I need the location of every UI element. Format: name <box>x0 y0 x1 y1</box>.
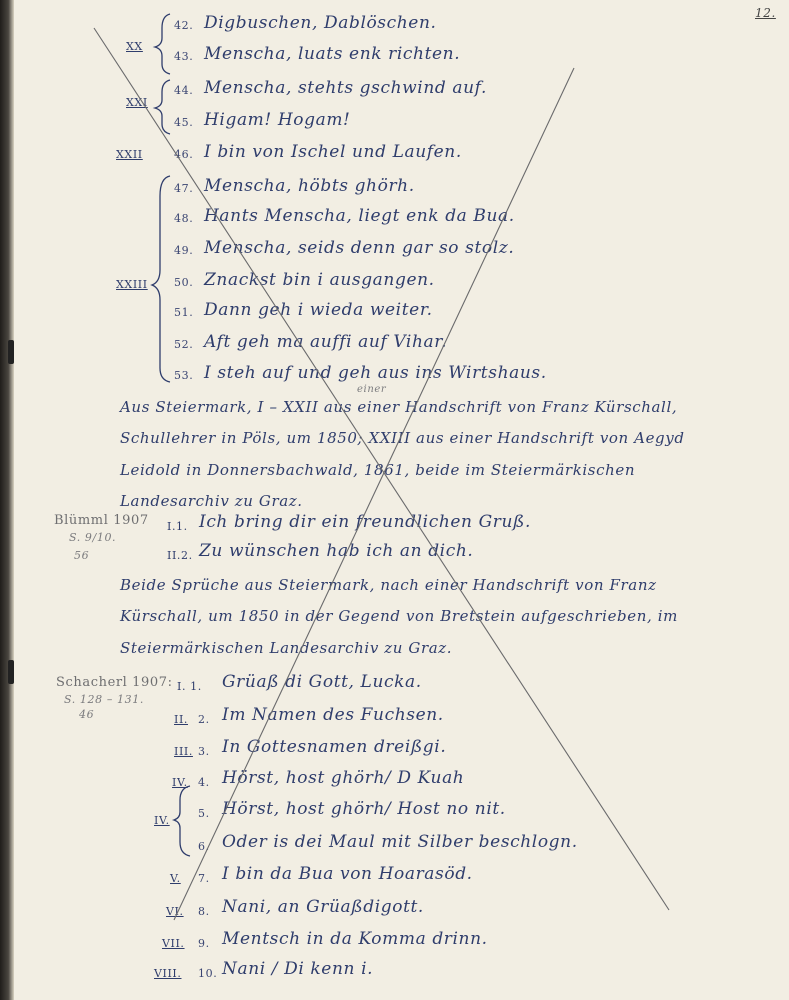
line-number: 51. <box>174 306 194 319</box>
item-marker: I.1. <box>167 520 188 533</box>
note-line: Beide Sprüche aus Steiermark, nach einer Handschrift von Franz <box>120 576 657 594</box>
item-marker: IV. <box>172 776 188 789</box>
verse-line: Hants Menscha, liegt enk da Bua. <box>204 206 515 226</box>
inserted-word: einer <box>357 384 387 395</box>
roman-marker: XX <box>126 40 143 53</box>
line-number: 10. <box>198 967 218 980</box>
verse-line: Hörst, host ghörh/ Host no nit. <box>222 799 506 819</box>
line-number: 6. <box>198 840 210 853</box>
item-marker: III. <box>174 745 193 758</box>
item-marker: I. 1. <box>177 680 202 693</box>
notebook-spine <box>0 0 14 1000</box>
roman-marker: XXI <box>126 96 148 109</box>
verse-line: Nani / Di kenn i. <box>222 959 374 979</box>
verse-line: Menscha, luats enk richten. <box>204 44 461 64</box>
source-pages: S. 128 – 131. <box>64 693 144 706</box>
line-number: 44. <box>174 84 194 97</box>
verse-line: Nani, an Grüaßdigott. <box>222 897 424 917</box>
brace-mark <box>152 176 170 382</box>
brace-mark <box>174 786 190 856</box>
note-line: Kürschall, um 1850 in der Gegend von Bretstein aufgeschrieben, im <box>120 607 678 625</box>
verse-line: Dann geh i wieda weiter. <box>204 300 433 320</box>
line-number: 2. <box>198 713 210 726</box>
verse-line: Znackst bin i ausgangen. <box>204 270 435 290</box>
line-number: 5. <box>198 807 210 820</box>
line-number: 52. <box>174 338 194 351</box>
item-marker: II. <box>174 713 188 726</box>
cross-out-stroke <box>174 68 574 920</box>
line-number: 8. <box>198 905 210 918</box>
line-number: 49. <box>174 244 194 257</box>
line-number: 48. <box>174 212 194 225</box>
line-number: 50. <box>174 276 194 289</box>
pen-strokes <box>14 0 789 1000</box>
note-line: Leidold in Donnersbachwald, 1861, beide im Steiermärkischen <box>120 461 636 479</box>
note-line: Landesarchiv zu Graz. <box>120 492 303 510</box>
source-reference: Blümml 1907 <box>54 513 149 528</box>
verse-line: Menscha, seids denn gar so stolz. <box>204 238 515 258</box>
verse-line: Hörst, host ghörh/ D Kuah <box>222 768 465 788</box>
verse-line: Aft geh ma auffi auf Vihar. <box>204 332 448 352</box>
verse-line: Higam! Hogam! <box>204 110 351 130</box>
verse-line: I steh auf und geh aus ins Wirtshaus. <box>204 363 547 383</box>
verse-line: Ich bring dir ein freundlichen Gruß. <box>199 512 531 532</box>
verse-line: Zu wünschen hab ich an dich. <box>199 541 474 561</box>
verse-line: Im Namen des Fuchsen. <box>222 705 444 725</box>
page-number: 12. <box>755 6 776 20</box>
pencil-note: 46 <box>79 708 95 721</box>
note-line: Aus Steiermark, I – XXII aus einer Handschrift von Franz Kürschall, <box>120 398 678 416</box>
line-number: 9. <box>198 937 210 950</box>
item-marker: IV. <box>154 814 170 827</box>
roman-marker: XXII <box>116 148 143 161</box>
item-marker: V. <box>170 872 181 885</box>
line-number: 53. <box>174 369 194 382</box>
verse-line: Oder is dei Maul mit Silber beschlogn. <box>222 832 578 852</box>
line-number: 43. <box>174 50 194 63</box>
item-marker: II.2. <box>167 549 193 562</box>
source-reference: Schacherl 1907: <box>56 675 173 690</box>
verse-line: I bin von Ischel und Laufen. <box>204 142 462 162</box>
note-line: Schullehrer in Pöls, um 1850; XXIII aus einer Handschrift von Aegyd <box>120 429 685 447</box>
line-number: 4. <box>198 776 210 789</box>
verse-line: Menscha, höbts ghörh. <box>204 176 415 196</box>
verse-line: Grüaß di Gott, Lucka. <box>222 672 422 692</box>
line-number: 47. <box>174 182 194 195</box>
note-line: Steiermärkischen Landesarchiv zu Graz. <box>120 639 453 657</box>
item-marker: VII. <box>162 937 185 950</box>
item-marker: VIII. <box>154 967 182 980</box>
line-number: 42. <box>174 19 194 32</box>
roman-marker: XXIII <box>116 278 148 291</box>
brace-mark <box>155 14 170 74</box>
pencil-note: 56 <box>74 549 90 562</box>
verse-line: I bin da Bua von Hoarasöd. <box>222 864 473 884</box>
line-number: 3. <box>198 745 210 758</box>
item-marker: VI. <box>166 905 184 918</box>
line-number: 45. <box>174 116 194 129</box>
verse-line: Digbuschen, Dablöschen. <box>204 13 437 33</box>
verse-line: In Gottesnamen dreißgi. <box>222 737 447 757</box>
manuscript-page <box>14 0 789 1000</box>
verse-line: Menscha, stehts gschwind auf. <box>204 78 487 98</box>
line-number: 46. <box>174 148 194 161</box>
source-pages: S. 9/10. <box>69 531 117 544</box>
cross-out-stroke <box>94 28 669 910</box>
line-number: 7. <box>198 872 210 885</box>
verse-line: Mentsch in da Komma drinn. <box>222 929 488 949</box>
